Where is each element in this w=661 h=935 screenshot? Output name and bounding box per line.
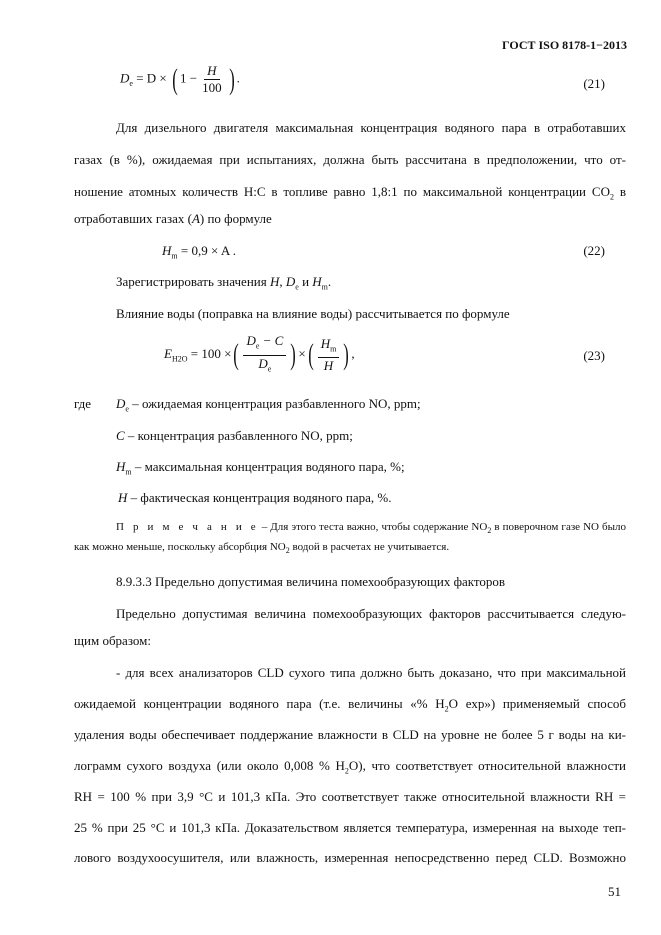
eq23-eq: = 100 × xyxy=(190,346,232,362)
para1-line4: отработавших газах (А) по формуле xyxy=(74,211,272,226)
eq21-mid: = D × xyxy=(136,70,171,86)
eq23-times: × xyxy=(298,346,306,362)
eq21-open-paren: ( xyxy=(172,62,178,96)
eq23-number: (23) xyxy=(583,348,605,363)
para3-line2: ожидаемой концентрации водяного пара (т.е. величины «% $Н_2О$ ехр») применяемый способ xyxy=(74,696,626,714)
water-influence-intro: Влияние воды (поправка на влияние воды) рассчитывается по формуле xyxy=(116,306,510,321)
para3-line7: лового воздухоосушителя, или влажность, измеренная непосредственно перед CLD. Возможно xyxy=(74,850,626,865)
para3-line4: лограмм сухого воздуха (или около 0,008 % $Н_2О$), что соответствует относительной влажности xyxy=(74,758,626,776)
para3-line1: - для всех анализаторов CLD сухого типа должно быть доказано, что при максимальной xyxy=(116,665,626,680)
eq21-lhs: D xyxy=(120,70,130,86)
document-header: ГОСТ ISO 8178-1−2013 xyxy=(502,38,627,52)
eq21-one: 1 − xyxy=(180,70,198,86)
equation-22 xyxy=(162,243,236,261)
eq23-lhs: E xyxy=(164,346,172,362)
para1-line3: ношение атомных количеств Н:С в топливе равно 1,8:1 по максимальной концентрации $СО_2$ в xyxy=(74,184,626,202)
definition-hm: $H_m$ – максимальная концентрация водяного пара, %; xyxy=(116,459,405,477)
note-line1: П р и м е ч а н и е – Для этого теста важно, чтобы содержание $NO_2$ в поверочном газе NO было xyxy=(116,521,627,536)
eq22-lhs-sub: m xyxy=(171,251,178,261)
eq22-number: (22) xyxy=(583,243,605,258)
eq21-number: (21) xyxy=(583,76,605,91)
eq23-paren-open-1: ( xyxy=(233,338,240,372)
register-values-line: Зарегистрировать значения H, $D_e$ и $H_m$. xyxy=(116,274,332,292)
para1-line1: Для дизельного двигателя максимальная концентрация водяного пара в отработавших xyxy=(116,120,626,135)
eq23-tail: , xyxy=(351,346,355,362)
eq23-fraction-2: $\frac{H_m}{H}$ xyxy=(318,337,340,374)
eq21-denominator: 100 xyxy=(202,80,222,95)
eq23-lhs-sub: H2O xyxy=(171,354,188,364)
eq22-rhs: = 0,9 × A . xyxy=(180,243,236,258)
eq23-paren-open-2: ( xyxy=(307,338,314,372)
page-number: 51 xyxy=(608,884,621,899)
definition-h: H – фактическая концентрация водяного пара, %. xyxy=(118,490,392,505)
para2-line1: Предельно допустимая величина помехообразующих факторов рассчитывается следую- xyxy=(116,606,626,621)
eq23-fraction-1: $\frac{D_e - C}{D_e}$ xyxy=(243,334,286,376)
eq21-close-paren: ) xyxy=(228,62,235,96)
para3-line6: 25 % при 25 °С и 101,3 кПа. Доказательством является температура, измеренная на выходе теп- xyxy=(74,820,626,835)
para1-line2: газах (в %), ожидаемая при испытаниях, должна быть рассчитана в предположении, что от- xyxy=(74,152,626,167)
eq21-fraction xyxy=(199,64,225,95)
section-heading: 8.9.3.3 Предельно допустимая величина помехообразующих факторов xyxy=(116,574,506,589)
definition-de: $D_e$ – ожидаемая концентрация разбавленного NO, ppm; xyxy=(116,396,421,414)
eq21-tail: . xyxy=(236,70,240,86)
eq23-paren-close-1: ) xyxy=(290,338,297,372)
definition-c: C – концентрация разбавленного NO, ppm; xyxy=(116,428,353,443)
where-label: где xyxy=(74,396,92,411)
eq21-numerator: H xyxy=(204,64,219,80)
eq22-lhs: H xyxy=(162,243,172,258)
equation-21 xyxy=(120,64,240,95)
para3-line5: RH = 100 % при 3,9 °С и 101,3 кПа. Это соответствует также относительной влажности RH = xyxy=(74,789,626,804)
para2-line2: щим образом: xyxy=(74,633,151,648)
eq21-lhs-sub: e xyxy=(129,79,133,89)
eq23-paren-close-2: ) xyxy=(343,338,350,372)
equation-23 xyxy=(164,334,355,376)
para3-line3: удаления воды обеспечивает поддержание влажности в CLD на уровне не более 5 г воды на ки- xyxy=(74,727,626,742)
note-line2: как можно меньше, поскольку абсорбция $NO_2$ водой в расчетах не учитывается. xyxy=(74,541,450,556)
